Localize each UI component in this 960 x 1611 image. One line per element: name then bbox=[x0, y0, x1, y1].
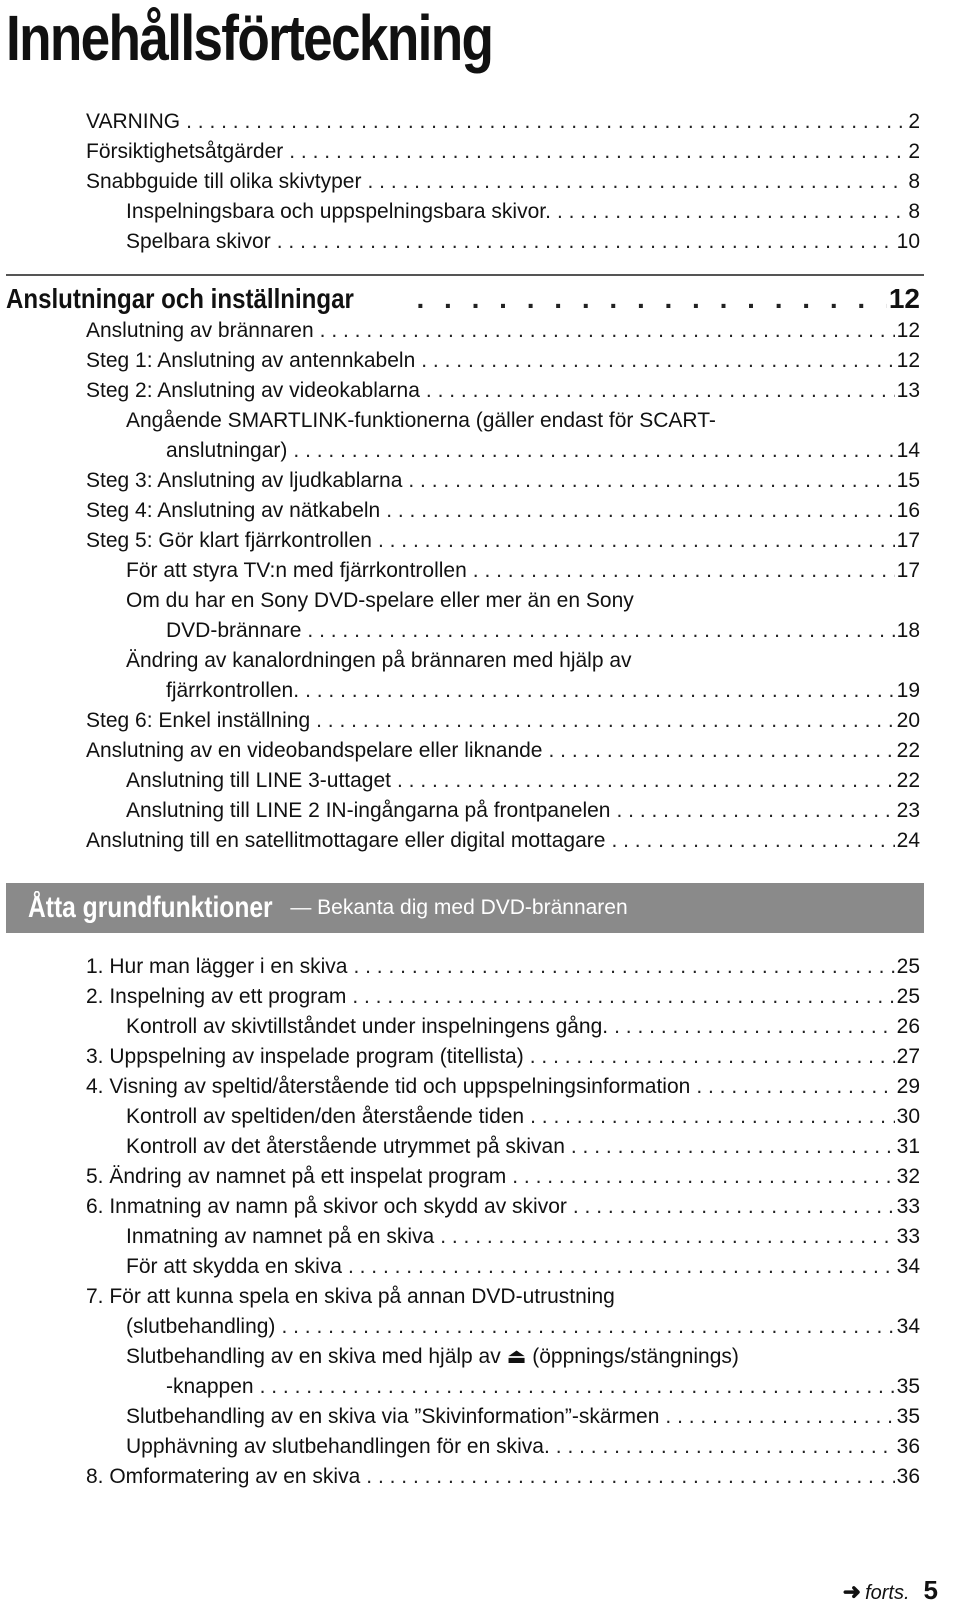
toc-entry-first-line[interactable]: Angående SMARTLINK-funktionerna (gäller endast för SCART- bbox=[126, 409, 716, 432]
toc-entry-page: 33 bbox=[896, 1195, 920, 1218]
toc-entry[interactable] bbox=[0, 1432, 960, 1462]
toc-entry-page: 16 bbox=[896, 499, 920, 522]
toc-block-intro bbox=[0, 107, 960, 257]
toc-entry-label: Anslutning till en satellitmottagare eller digital mottagare bbox=[86, 829, 606, 852]
toc-entry-page: 8 bbox=[908, 200, 920, 223]
toc-entry[interactable] bbox=[0, 1312, 960, 1342]
toc-entry-label: Anslutning till LINE 3-uttaget bbox=[126, 769, 391, 792]
continued-label: forts. bbox=[865, 1582, 910, 1604]
toc-entry[interactable] bbox=[0, 197, 960, 227]
toc-entry[interactable] bbox=[0, 346, 960, 376]
toc-entry[interactable] bbox=[0, 1012, 960, 1042]
toc-entry-label: 4. Visning av speltid/återstående tid och uppspelningsinformation bbox=[86, 1075, 691, 1098]
toc-entry-first-line[interactable]: 7. För att kunna spela en skiva på annan DVD-utrustning bbox=[86, 1285, 615, 1308]
toc-entry[interactable] bbox=[0, 556, 960, 586]
toc-entry-page: 30 bbox=[896, 1105, 920, 1128]
toc-entry-page: 19 bbox=[896, 679, 920, 702]
toc-entry-page: 2 bbox=[908, 140, 920, 163]
toc-entry-label: (slutbehandling) bbox=[126, 1315, 276, 1338]
toc-entry[interactable] bbox=[0, 1102, 960, 1132]
toc-entry-label: Kontroll av speltiden/den återstående tiden bbox=[126, 1105, 525, 1128]
toc-entry-first-line[interactable]: Slutbehandling av en skiva med hjälp av ⏏ (öppnings/stängnings) bbox=[126, 1345, 739, 1368]
toc-entry-page: 2 bbox=[908, 110, 920, 133]
toc-entry-page: 10 bbox=[896, 230, 920, 253]
toc-block-connections bbox=[0, 316, 960, 856]
toc-entry-page: 34 bbox=[896, 1315, 920, 1338]
page-number: 5 bbox=[923, 1575, 938, 1605]
section-heading-page: 12 bbox=[888, 283, 920, 314]
toc-entry-label: Upphävning av slutbehandlingen för en skiva. bbox=[126, 1435, 550, 1458]
toc-entry-label: Inmatning av namnet på en skiva bbox=[126, 1225, 435, 1248]
toc-entry-page: 22 bbox=[896, 769, 920, 792]
toc-entry-label: Steg 1: Anslutning av antennkabeln bbox=[86, 349, 416, 372]
toc-entry[interactable] bbox=[0, 736, 960, 766]
toc-entry[interactable] bbox=[0, 137, 960, 167]
toc-block-basics bbox=[0, 952, 960, 1492]
toc-entry-label: För att styra TV:n med fjärrkontrollen bbox=[126, 559, 467, 582]
toc-entry-page: 25 bbox=[896, 955, 920, 978]
toc-entry[interactable] bbox=[0, 676, 960, 706]
toc-entry-page: 25 bbox=[896, 985, 920, 1008]
toc-entry[interactable] bbox=[0, 1222, 960, 1252]
toc-entry[interactable] bbox=[0, 766, 960, 796]
toc-entry-label: Försiktighetsåtgärder bbox=[86, 140, 284, 163]
toc-entry[interactable] bbox=[0, 526, 960, 556]
continue-arrow-icon: ➜ bbox=[842, 1579, 862, 1604]
toc-entry-page: 23 bbox=[896, 799, 920, 822]
toc-entry[interactable] bbox=[0, 436, 960, 466]
toc-entry-label: DVD-brännare bbox=[166, 619, 302, 642]
toc-entry[interactable] bbox=[0, 1462, 960, 1492]
toc-entry-first-line[interactable]: Ändring av kanalordningen på brännaren med hjälp av bbox=[126, 649, 632, 672]
toc-entry-label: Kontroll av skivtillståndet under inspelningens gång. bbox=[126, 1015, 609, 1038]
toc-entry[interactable] bbox=[0, 982, 960, 1012]
section-banner-title: Åtta grundfunktioner bbox=[28, 891, 273, 924]
toc-entry[interactable] bbox=[0, 952, 960, 982]
toc-entry[interactable] bbox=[0, 227, 960, 257]
toc-entry-label: 6. Inmatning av namn på skivor och skydd av skivor bbox=[86, 1195, 567, 1218]
toc-entry[interactable] bbox=[0, 1402, 960, 1432]
toc-entry-page: 15 bbox=[896, 469, 920, 492]
toc-entry-page: 13 bbox=[896, 379, 920, 402]
toc-entry-label: 5. Ändring av namnet på ett inspelat program bbox=[86, 1165, 507, 1188]
toc-entry-label: Slutbehandling av en skiva via ”Skivinformation”-skärmen bbox=[126, 1405, 660, 1428]
toc-entry-label: Anslutning till LINE 2 IN-ingångarna på frontpanelen bbox=[126, 799, 611, 822]
toc-entry-label: VARNING bbox=[86, 110, 181, 133]
toc-entry[interactable] bbox=[0, 496, 960, 526]
toc-entry-label: 3. Uppspelning av inspelade program (titellista) bbox=[86, 1045, 524, 1068]
toc-entry-page: 26 bbox=[896, 1015, 920, 1038]
toc-entry-page: 8 bbox=[908, 170, 920, 193]
section-banner-subtitle: — Bekanta dig med DVD-brännaren bbox=[290, 896, 628, 919]
toc-entry[interactable] bbox=[0, 107, 960, 137]
toc-entry-page: 22 bbox=[896, 739, 920, 762]
page-footer bbox=[843, 1575, 938, 1606]
toc-entry-page: 35 bbox=[896, 1375, 920, 1398]
toc-entry-page: 31 bbox=[896, 1135, 920, 1158]
toc-entry-page: 12 bbox=[896, 319, 920, 342]
toc-entry[interactable] bbox=[0, 1162, 960, 1192]
toc-entry-label: Steg 3: Anslutning av ljudkablarna bbox=[86, 469, 403, 492]
toc-entry[interactable] bbox=[0, 1372, 960, 1402]
toc-entry[interactable] bbox=[0, 796, 960, 826]
toc-entry[interactable] bbox=[0, 1192, 960, 1222]
section-heading-label: Anslutningar och inställningar bbox=[6, 283, 354, 314]
toc-entry[interactable] bbox=[0, 316, 960, 346]
toc-entry-label: anslutningar) bbox=[166, 439, 288, 462]
toc-entry[interactable] bbox=[0, 167, 960, 197]
toc-entry[interactable] bbox=[0, 706, 960, 736]
page-title: Innehållsförteckning bbox=[6, 2, 493, 74]
toc-entry[interactable] bbox=[0, 616, 960, 646]
toc-entry[interactable] bbox=[0, 826, 960, 856]
toc-entry[interactable] bbox=[0, 1132, 960, 1162]
toc-entry-page: 17 bbox=[896, 529, 920, 552]
toc-entry-label: Steg 6: Enkel inställning bbox=[86, 709, 311, 732]
toc-entry[interactable] bbox=[0, 376, 960, 406]
toc-entry[interactable] bbox=[0, 1252, 960, 1282]
toc-entry-label: Spelbara skivor bbox=[126, 230, 271, 253]
toc-entry-page: 34 bbox=[896, 1255, 920, 1278]
toc-entry-label: 2. Inspelning av ett program bbox=[86, 985, 347, 1008]
toc-entry-page: 27 bbox=[896, 1045, 920, 1068]
toc-entry[interactable] bbox=[0, 1042, 960, 1072]
toc-entry-page: 24 bbox=[896, 829, 920, 852]
toc-entry-page: 20 bbox=[896, 709, 920, 732]
toc-entry[interactable] bbox=[0, 466, 960, 496]
toc-entry-label: 1. Hur man lägger i en skiva bbox=[86, 955, 348, 978]
toc-entry-first-line[interactable]: Om du har en Sony DVD-spelare eller mer än en Sony bbox=[126, 589, 634, 612]
toc-entry-label: Inspelningsbara och uppspelningsbara skivor. bbox=[126, 200, 551, 223]
toc-entry-label: fjärrkontrollen. bbox=[166, 679, 300, 702]
toc-entry-label: Steg 4: Anslutning av nätkabeln bbox=[86, 499, 381, 522]
toc-entry-page: 32 bbox=[896, 1165, 920, 1188]
section-banner bbox=[6, 883, 924, 933]
toc-entry-label: Anslutning av brännaren bbox=[86, 319, 314, 342]
toc-entry-page: 36 bbox=[896, 1465, 920, 1488]
toc-entry-label: Anslutning av en videobandspelare eller liknande bbox=[86, 739, 543, 762]
toc-entry-label: Snabbguide till olika skivtyper bbox=[86, 170, 362, 193]
toc-entry-label: 8. Omformatering av en skiva bbox=[86, 1465, 361, 1488]
toc-entry-page: 35 bbox=[896, 1405, 920, 1428]
toc-entry-page: 18 bbox=[896, 619, 920, 642]
toc-entry-label: Steg 5: Gör klart fjärrkontrollen bbox=[86, 529, 372, 552]
toc-entry-label: För att skydda en skiva bbox=[126, 1255, 342, 1278]
toc-entry-page: 36 bbox=[896, 1435, 920, 1458]
toc-entry-label: Steg 2: Anslutning av videokablarna bbox=[86, 379, 420, 402]
toc-entry-page: 29 bbox=[896, 1075, 920, 1098]
toc-entry-page: 14 bbox=[896, 439, 920, 462]
toc-entry[interactable] bbox=[0, 1072, 960, 1102]
toc-entry-page: 17 bbox=[896, 559, 920, 582]
toc-entry-label: Kontroll av det återstående utrymmet på skivan bbox=[126, 1135, 565, 1158]
toc-entry-page: 33 bbox=[896, 1225, 920, 1248]
toc-entry-label: -knappen bbox=[166, 1375, 254, 1398]
toc-entry-page: 12 bbox=[896, 349, 920, 372]
